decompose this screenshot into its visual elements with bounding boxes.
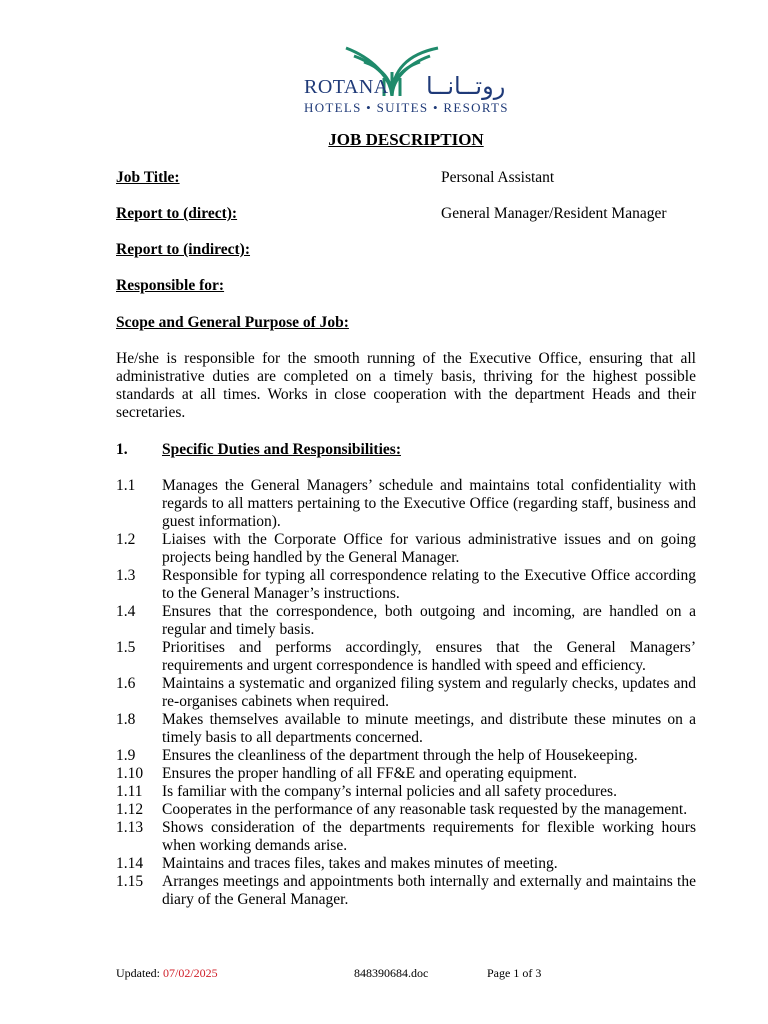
footer-filename: 848390684.doc xyxy=(354,966,429,980)
duty-number: 1.1 xyxy=(116,477,136,494)
report-direct-label: Report to (direct): xyxy=(116,205,238,222)
footer-updated-label: Updated: xyxy=(116,966,160,980)
duty-item xyxy=(116,801,696,819)
scope-paragraph: He/she is responsible for the smooth running of the Executive Office, ensuring that all administrative duties are completed on a timely basis, thriving for the highest possible standards at all times. Works in close cooperation with the department Heads and their secretaries. xyxy=(116,350,696,421)
duty-item xyxy=(116,567,696,603)
duty-text: Arranges meetings and appointments both internally and externally and maintains the diary of the General Manager. xyxy=(162,873,696,908)
duty-number: 1.9 xyxy=(116,747,136,764)
duty-number: 1.11 xyxy=(116,783,143,800)
duty-text: Makes themselves available to minute meetings, and distribute these minutes on a timely basis to all departments concerned. xyxy=(162,711,696,746)
duty-text: Maintains and traces files, takes and makes minutes of meeting. xyxy=(162,855,558,872)
section-number: 1. xyxy=(116,441,128,458)
duty-number: 1.13 xyxy=(116,819,144,836)
duty-number: 1.8 xyxy=(116,711,136,728)
document-title: JOB DESCRIPTION xyxy=(328,130,484,149)
responsible-for-label: Responsible for: xyxy=(116,277,225,294)
duty-item xyxy=(116,675,696,711)
footer-updated xyxy=(116,966,218,981)
duty-text: Responsible for typing all correspondence relating to the Executive Office according to the General Manager’s instructions. xyxy=(162,567,696,602)
scope-heading: Scope and General Purpose of Job: xyxy=(116,314,349,331)
duty-text: Cooperates in the performance of any reasonable task requested by the management. xyxy=(162,801,688,818)
duty-text: Is familiar with the company’s internal policies and all safety procedures. xyxy=(162,783,617,800)
duty-text: Shows consideration of the departments requirements for flexible working hours when working demands arise. xyxy=(162,819,696,854)
duty-item xyxy=(116,639,696,675)
duty-number: 1.3 xyxy=(116,567,136,584)
duty-number: 1.10 xyxy=(116,765,144,782)
duty-text: Ensures the cleanliness of the department through the help of Housekeeping. xyxy=(162,747,638,764)
duty-text: Liaises with the Corporate Office for various administrative issues and on going projects being handled by the General Manager. xyxy=(162,531,696,566)
duty-item xyxy=(116,747,696,765)
duty-number: 1.15 xyxy=(116,873,144,890)
logo-tagline: HOTELS • SUITES • RESORTS xyxy=(304,100,509,115)
duty-item xyxy=(116,711,696,747)
duty-number: 1.6 xyxy=(116,675,136,692)
report-indirect-label: Report to (indirect): xyxy=(116,241,251,258)
duty-text: Manages the General Managers’ schedule and maintains total confidentiality with regards to all matters pertaining to the Executive Office (regarding staff, business and guest information). xyxy=(162,477,696,530)
duty-text: Maintains a systematic and organized filing system and regularly checks, updates and re-organises cabinets when required. xyxy=(162,675,696,710)
rotana-logo xyxy=(300,40,512,120)
duty-number: 1.2 xyxy=(116,531,136,548)
footer-updated-date: 07/02/2025 xyxy=(163,966,218,980)
duty-text: Ensures the proper handling of all FF&E and operating equipment. xyxy=(162,765,577,782)
logo-wordmark: ROTANA xyxy=(304,76,389,98)
duty-item xyxy=(116,873,696,909)
section-title: Specific Duties and Responsibilities: xyxy=(162,441,401,458)
duty-item xyxy=(116,783,696,801)
logo-arabic-wordmark: روتــانــا xyxy=(426,72,506,100)
report-direct-value: General Manager/Resident Manager xyxy=(441,205,667,222)
duty-number: 1.14 xyxy=(116,855,144,872)
duty-item xyxy=(116,477,696,531)
duty-item xyxy=(116,765,696,783)
duty-item xyxy=(116,855,696,873)
duties-list xyxy=(116,477,696,909)
duty-text: Prioritises and performs accordingly, ensures that the General Managers’ requirements and urgent correspondence is handled with speed and efficiency. xyxy=(162,639,696,674)
duty-number: 1.5 xyxy=(116,639,136,656)
job-title-label: Job Title: xyxy=(116,169,180,186)
duty-item xyxy=(116,603,696,639)
duty-number: 1.12 xyxy=(116,801,144,818)
duty-number: 1.4 xyxy=(116,603,136,620)
duty-item xyxy=(116,531,696,567)
duty-text: Ensures that the correspondence, both outgoing and incoming, are handled on a regular and timely basis. xyxy=(162,603,696,638)
footer-page-number: Page 1 of 3 xyxy=(487,966,542,980)
job-title-value: Personal Assistant xyxy=(441,169,555,186)
duty-item xyxy=(116,819,696,855)
